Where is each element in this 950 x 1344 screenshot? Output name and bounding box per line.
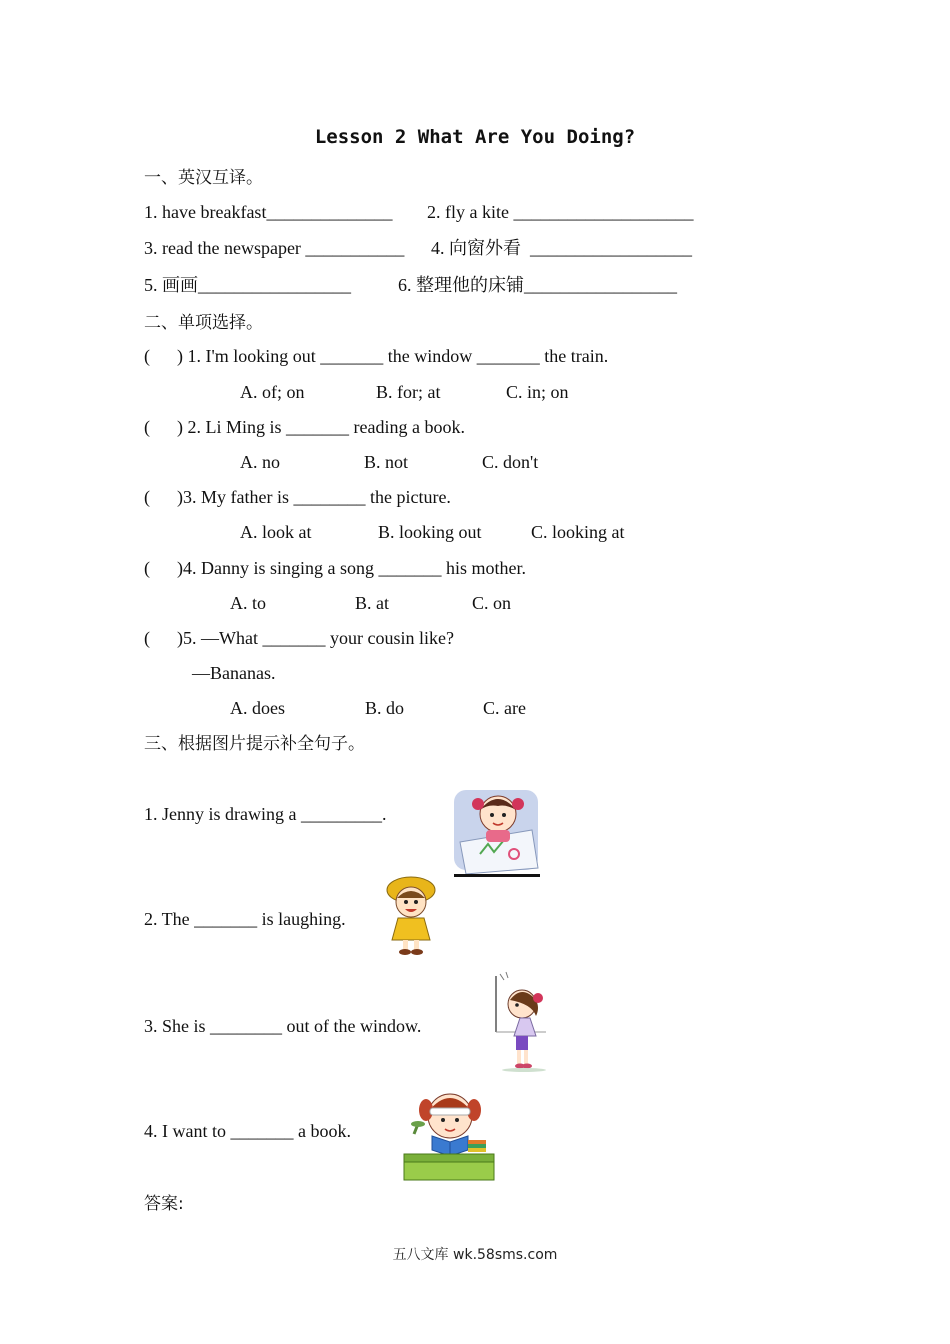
question-4-stem: ( )4. Danny is singing a song _______ his mother. <box>144 558 526 578</box>
answer-label: 答案: <box>144 1194 184 1214</box>
translate-item-5: 5. 画画_________________ <box>144 275 351 295</box>
translate-item-2: 2. fly a kite ____________________ <box>427 202 694 222</box>
q4-option-c: C. on <box>472 593 512 613</box>
q2-option-b: B. not <box>364 452 409 472</box>
q2-option-a: A. no <box>240 452 280 472</box>
q2-option-c: C. don't <box>482 452 539 472</box>
footer-watermark: 五八文库 wk.58sms.com <box>392 1247 558 1263</box>
section3-heading: 三、根据图片提示补全句子。 <box>144 734 365 754</box>
picture-item-2: 2. The _______ is laughing. <box>144 909 346 929</box>
q5-option-b: B. do <box>365 698 405 718</box>
girl-reading-icon <box>400 1088 498 1182</box>
question-5-answer-line: —Bananas. <box>192 663 276 683</box>
q4-option-a: A. to <box>230 593 266 613</box>
section1-heading: 一、英汉互译。 <box>144 168 263 188</box>
picture-item-3: 3. She is ________ out of the window. <box>144 1016 422 1036</box>
picture-item-1: 1. Jenny is drawing a _________. <box>144 804 387 824</box>
question-1-stem: ( ) 1. I'm looking out _______ the window _______ the train. <box>144 346 609 366</box>
girl-drawing-icon <box>452 782 540 878</box>
q5-option-c: C. are <box>483 698 526 718</box>
picture-item-4: 4. I want to _______ a book. <box>144 1121 351 1141</box>
translate-item-4: 4. 向窗外看 __________________ <box>431 238 692 258</box>
page-title: Lesson 2 What Are You Doing? <box>314 126 636 148</box>
question-2-stem: ( ) 2. Li Ming is _______ reading a book. <box>144 417 465 437</box>
translate-item-3: 3. read the newspaper ___________ <box>144 238 405 258</box>
question-3-stem: ( )3. My father is ________ the picture. <box>144 487 451 507</box>
q1-option-c: C. in; on <box>506 382 569 402</box>
question-5-stem: ( )5. —What _______ your cousin like? <box>144 628 454 648</box>
q5-option-a: A. does <box>230 698 285 718</box>
section2-heading: 二、单项选择。 <box>144 313 263 333</box>
q3-option-a: A. look at <box>240 522 312 542</box>
q1-option-a: A. of; on <box>240 382 305 402</box>
q4-option-b: B. at <box>355 593 389 613</box>
girl-window-icon <box>490 970 552 1074</box>
translate-item-1: 1. have breakfast______________ <box>144 202 393 222</box>
translate-item-6: 6. 整理他的床铺_________________ <box>398 275 677 295</box>
q3-option-b: B. looking out <box>378 522 482 542</box>
q3-option-c: C. looking at <box>531 522 625 542</box>
girl-laughing-icon <box>382 874 440 956</box>
q1-option-b: B. for; at <box>376 382 441 402</box>
